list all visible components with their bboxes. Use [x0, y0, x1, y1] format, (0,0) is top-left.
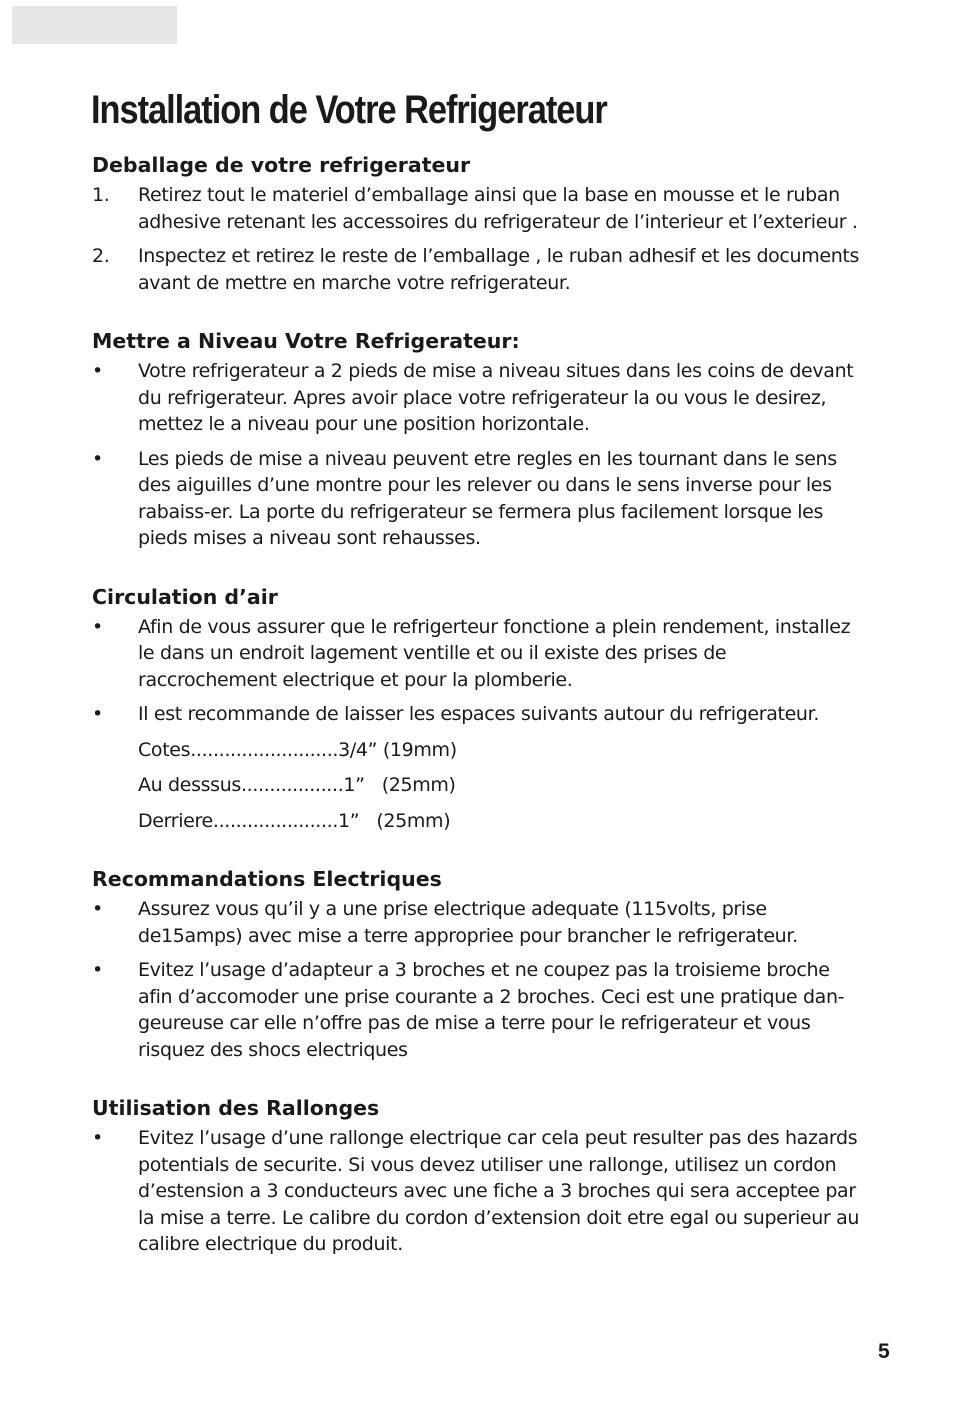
list-item-text: Votre refrigerateur a 2 pieds de mise a niveau situes dans les coins de devant du refrigerateur. Apres avoir place votre refrigerateur la ou vous le desirez, mettez le a niveau pour une position horizontale. [138, 360, 854, 435]
list-item [92, 614, 862, 694]
bullet-icon: • [92, 959, 103, 981]
list-item-text: Evitez l’usage d’une rallonge electrique car cela peut resulter pas des hazards potentials de securite. Si vous devez utiliser une rallonge, utilisez un cordon d’estension a 3 conducteurs avec une fiche a 3 broches qui sera acceptee par la mise a terre. Le calibre du cordon d’extension doit etre egal ou superieur au calibre electrique du produit. [138, 1127, 860, 1255]
page-title: Installation de Votre Refrigerateur [91, 88, 607, 132]
clearance-value: 3/4” (19mm) [338, 738, 457, 761]
list-number: 2. [92, 245, 110, 267]
list-item [92, 243, 862, 296]
list-item-text: Il est recommande de laisser les espaces suivants autour du refrigerateur. [138, 703, 820, 725]
list-item-text: Les pieds de mise a niveau peuvent etre regles en les tournant dans le sens des aiguilles d’une montre pour les relever ou dans le sens inverse pour les rabaiss-er. La porte du refrigerateur se fermera plus facilement lorsque les pieds mises a niveau sont rehausses. [138, 447, 837, 549]
bullet-icon: • [92, 1127, 103, 1149]
list-item-text: Retirez tout le materiel d’emballage ainsi que la base en mousse et le ruban adhesive retenant les accessoires du refrigerateur de l’interieur et l’exterieur . [138, 184, 858, 233]
list-item [92, 1125, 862, 1258]
header-tab-block [12, 6, 177, 44]
list-item-text: Evitez l’usage d’adapteur a 3 broches et ne coupez pas la troisieme broche afin d’accomoder une prise courante a 2 broches. Ceci est une pratique dan-geureuse car elle n’offre pas de mise a terre pour le refrigerateur et vous risquez des shocs electriques [138, 959, 845, 1061]
list-item-text: Inspectez et retirez le reste de l’emballage , le ruban adhesif et les documents avant de mettre en marche votre refrigerateur. [138, 245, 860, 294]
clearance-leader: .......................... [190, 738, 339, 761]
list-item [92, 701, 862, 728]
document-body [92, 152, 862, 1290]
section-unpacking [92, 152, 862, 296]
list-item-text: Assurez vous qu’il y a une prise electrique adequate (115volts, prise de15amps) avec mise a terre appropriee pour brancher le refrigerateur. [138, 898, 798, 947]
section-heading: Circulation d’air [92, 584, 278, 609]
clearance-value: 1” (25mm) [343, 774, 456, 796]
clearance-leader: ...................... [212, 809, 339, 832]
list-item-text: Afin de vous assurer que le refrigerteur fonctione a plein rendement, installez le dans un endroit lagement ventille et ou il existe des prises de raccrochement electrique et pour la plomberie. [138, 615, 851, 691]
section-air-circulation [92, 584, 862, 835]
bullet-icon: • [92, 447, 103, 470]
section-extension-cords [92, 1095, 862, 1258]
clearance-row-top [138, 772, 862, 799]
bullet-icon: • [92, 360, 103, 382]
section-heading: Deballage de votre refrigerateur [92, 153, 471, 177]
bullet-icon: • [92, 898, 103, 920]
bullet-icon: • [92, 615, 103, 638]
clearance-row-sides [138, 737, 862, 764]
clearance-label: Au desssus [138, 774, 241, 796]
clearance-label: Cotes [138, 738, 191, 761]
section-heading: Recommandations Electriques [92, 867, 442, 891]
clearance-row-back [138, 808, 862, 835]
bullet-icon: • [92, 703, 103, 725]
list-item [92, 358, 862, 438]
section-heading: Mettre a Niveau Votre Refrigerateur: [92, 329, 520, 353]
list-item [92, 446, 862, 552]
section-heading: Utilisation des Rallonges [92, 1096, 380, 1120]
list-item [92, 896, 862, 949]
list-item [92, 182, 862, 235]
page-number: 5 [878, 1340, 890, 1363]
clearance-leader: .................. [240, 774, 344, 796]
list-item [92, 957, 862, 1063]
section-electrical [92, 866, 862, 1063]
clearance-value: 1” (25mm) [338, 809, 451, 832]
list-number: 1. [92, 184, 110, 206]
clearance-label: Derriere [138, 809, 213, 832]
section-leveling [92, 328, 862, 552]
